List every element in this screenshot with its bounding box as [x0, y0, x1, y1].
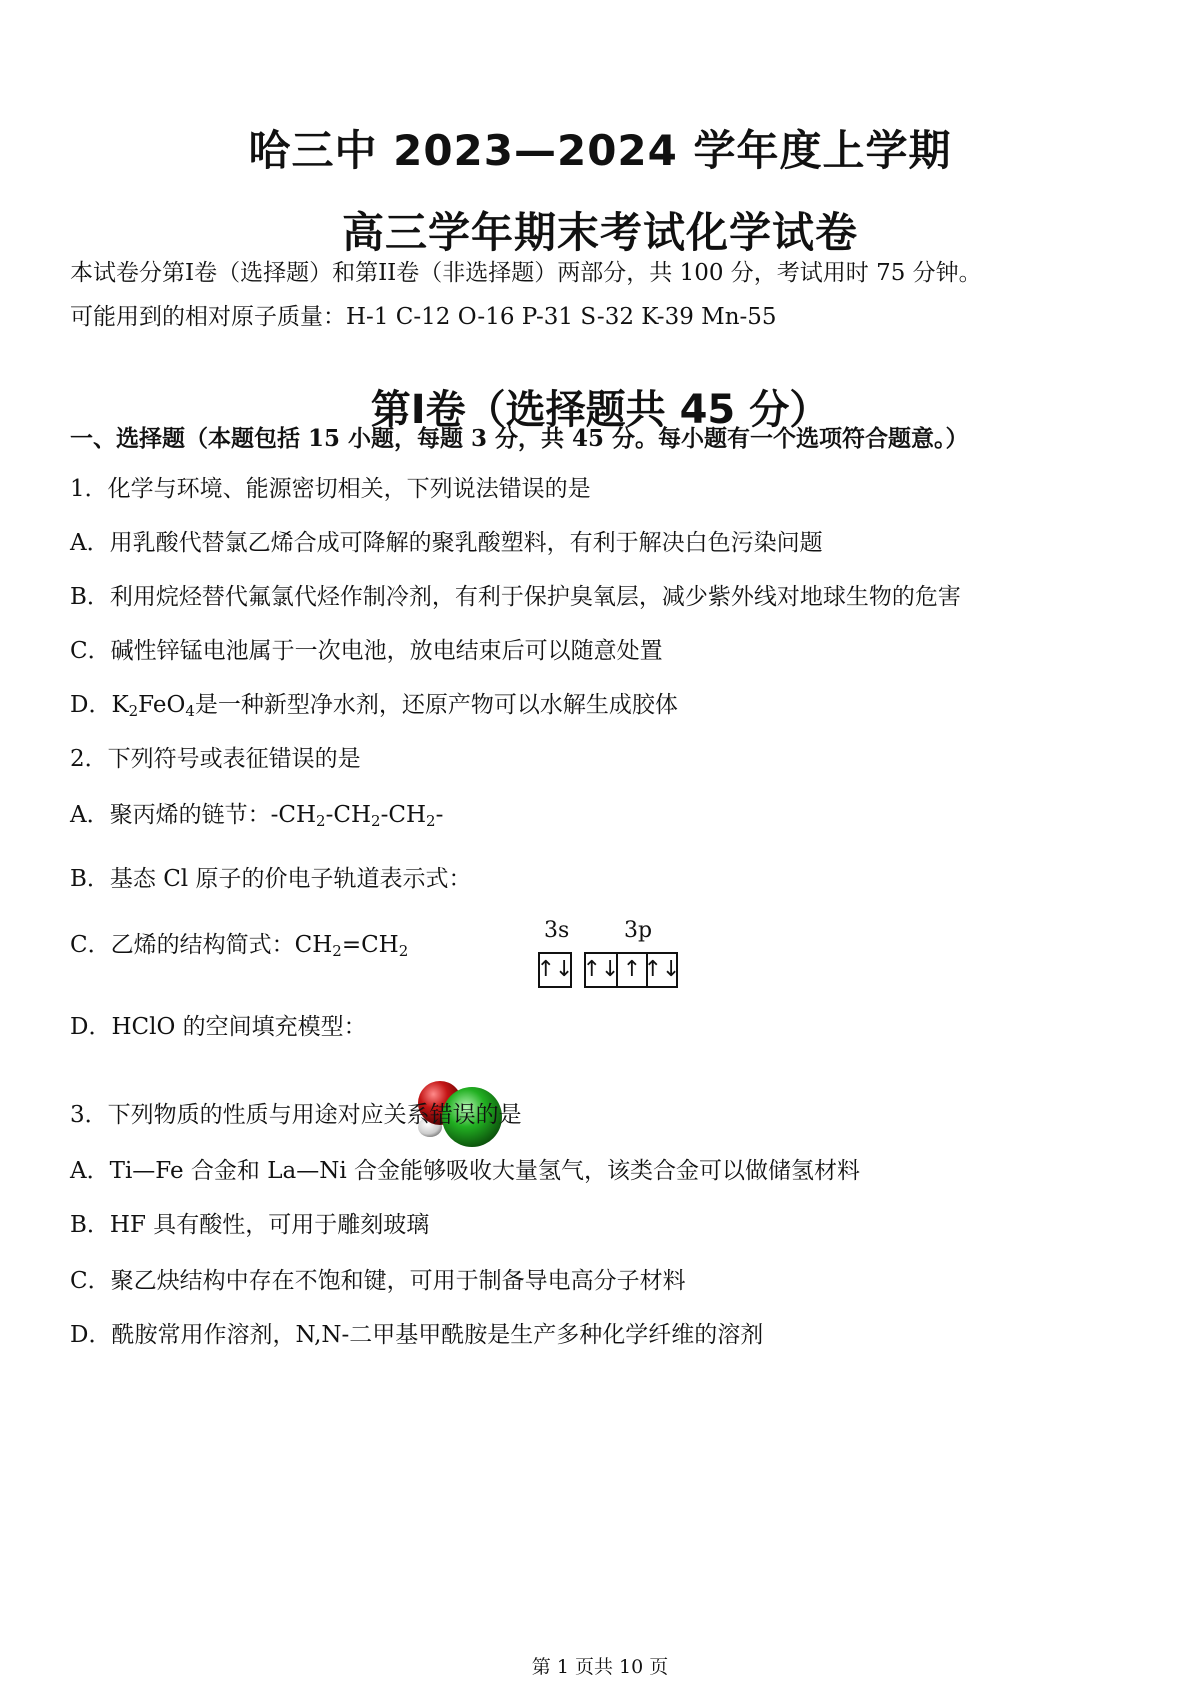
orbital-box-3s — [538, 952, 572, 988]
section-instruction: 一、选择题（本题包括 15 小题，每题 3 分，共 45 分。每小题有一个选项符合题意。） — [70, 425, 969, 452]
q2-stem: 2．下列符号或表征错误的是 — [70, 746, 361, 772]
orbital-label-3s: 3s — [544, 918, 570, 943]
q3-option-b: B．HF 具有酸性，可用于雕刻玻璃 — [70, 1212, 430, 1238]
q1-option-c: C．碱性锌锰电池属于一次电池，放电结束后可以随意处置 — [70, 638, 663, 664]
q1-stem: 1．化学与环境、能源密切相关，下列说法错误的是 — [70, 476, 591, 502]
section-title: 第I卷（选择题共 45 分） — [370, 387, 830, 433]
q3-stem: 3．下列物质的性质与用途对应关系错误的是 — [70, 1102, 522, 1128]
orbital-cell-3p-1: ↑↓ — [582, 957, 620, 982]
q3-option-a: A．Ti—Fe 合金和 La—Ni 合金能够吸收大量氢气，该类合金可以做储氢材料 — [70, 1158, 861, 1184]
q3-option-c: C．聚乙炔结构中存在不饱和键，可用于制备导电高分子材料 — [70, 1268, 686, 1294]
intro-line-2: 可能用到的相对原子质量：H-1 C-12 O-16 P-31 S-32 K-39 Mn-55 — [70, 304, 777, 330]
orbital-cell-3p-2: ↑ — [616, 954, 646, 986]
q2-option-a: A．聚丙烯的链节：$-CH_2-CH_2-CH_2-$ — [70, 802, 444, 830]
q2-option-d: D．HClO 的空间填充模型： — [70, 1014, 367, 1040]
page-number: 第 1 页共 10 页 — [531, 1656, 669, 1678]
q1-option-b: B．利用烷烃替代氟氯代烃作制冷剂，有利于保护臭氧层，减少紫外线对地球生物的危害 — [70, 584, 961, 610]
q2-option-b: B．基态 Cl 原子的价电子轨道表示式： — [70, 866, 472, 892]
intro-line-1: 本试卷分第I卷（选择题）和第II卷（非选择题）两部分，共 100 分，考试用时 75 分钟。 — [70, 260, 982, 286]
orbital-label-3p: 3p — [624, 918, 653, 943]
orbital-cell-3s: ↑↓ — [536, 957, 574, 982]
q2-option-c: C．乙烯的结构简式：$CH_2=CH_2$ — [70, 932, 409, 960]
q1-option-d: D．$K_2FeO_4$是一种新型净水剂，还原产物可以水解生成胶体 — [70, 692, 678, 720]
exam-title-line2: 高三学年期末考试化学试卷 — [341, 208, 858, 257]
orbital-box-3p — [582, 952, 681, 988]
q1-option-a: A．用乳酸代替氯乙烯合成可降解的聚乳酸塑料，有利于解决白色污染问题 — [70, 530, 823, 556]
orbital-diagram — [538, 918, 738, 988]
orbital-cell-3p-3: ↑↓ — [646, 954, 676, 986]
exam-title-line1: 哈三中 2023—2024 学年度上学期 — [248, 126, 952, 175]
q3-option-d: D．酰胺常用作溶剂，N,N-二甲基甲酰胺是生产多种化学纤维的溶剂 — [70, 1322, 764, 1348]
